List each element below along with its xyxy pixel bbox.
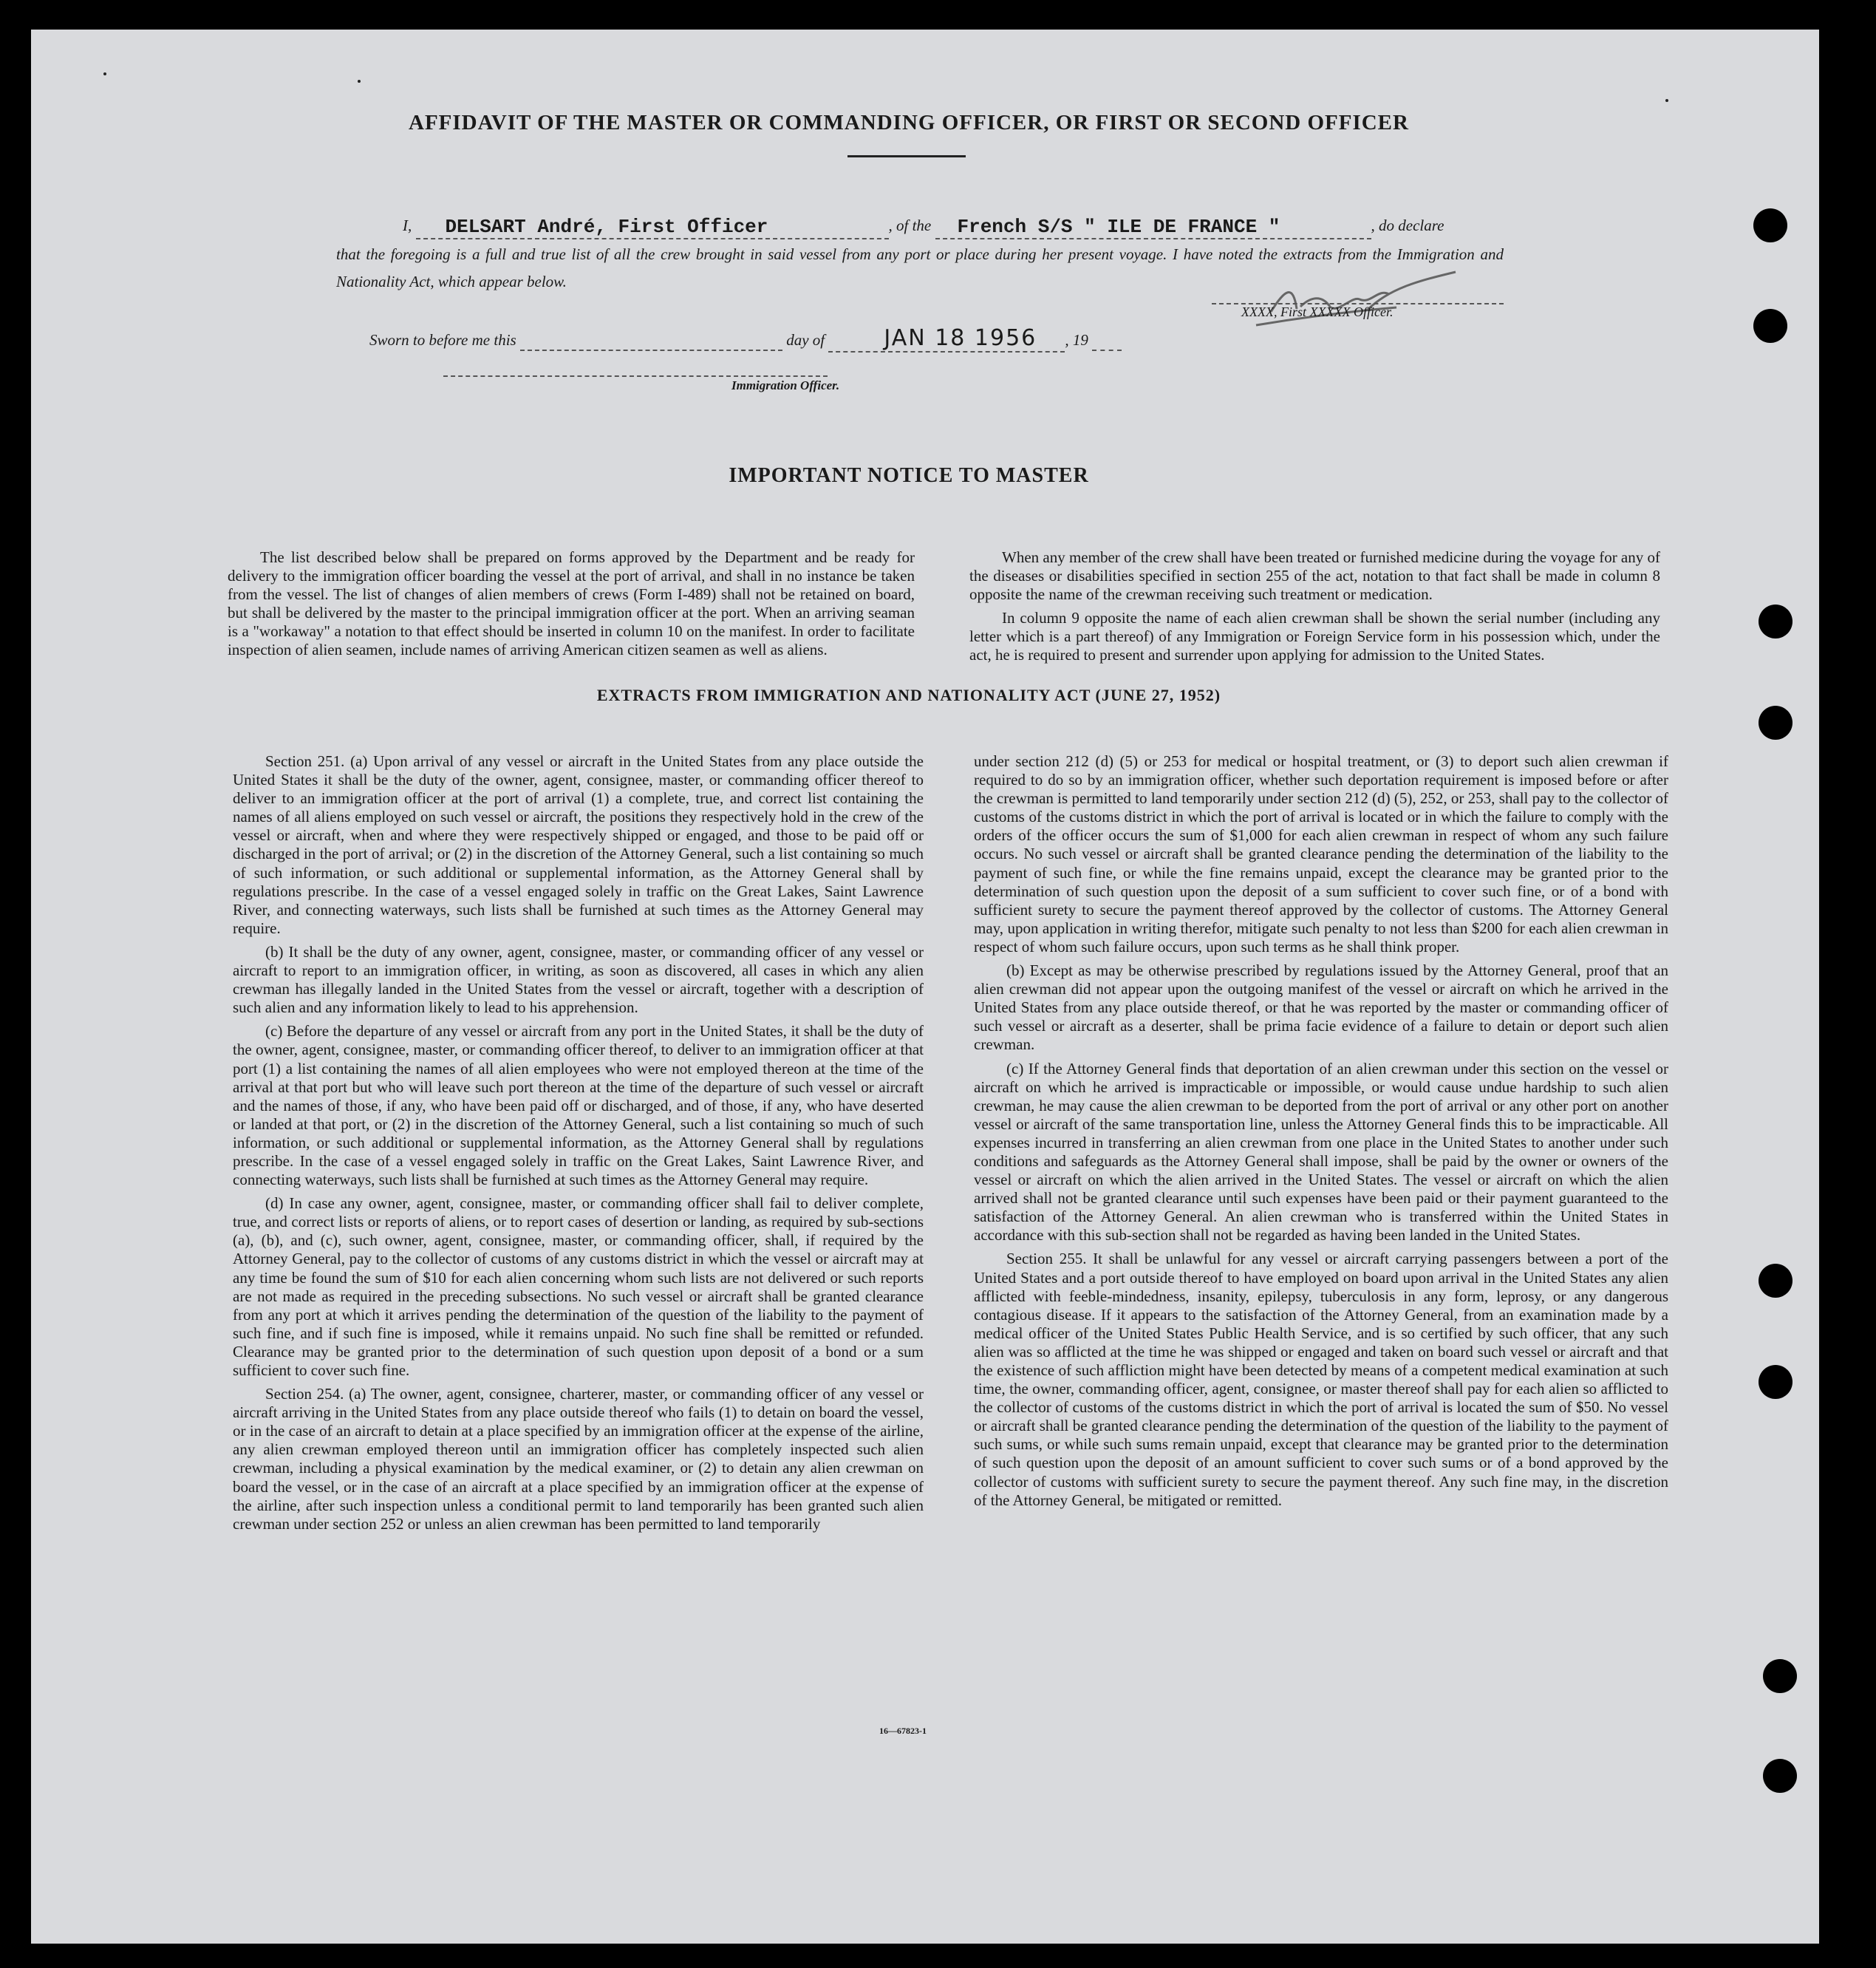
- section-paragraph: Section 254. (a) The owner, agent, consignee, charterer, master, or commanding officer of any vessel or aircraft arriving in the United States from any place outside thereof who fails (1) to detain on board the vessel, or in the case of an aircraft to detain at a place specified by an immigration officer at the expense of the airline, any alien crewman employed thereon until an immigration officer has completely inspected such alien crewman, including a physical examination by the medical examiner, or (2) to detain any alien crewman on board the vessel, or in the case of an aircraft at a place specified by an immigration officer at the expense of the airline, after such inspection unless a conditional permit to land temporarily has been granted such alien crewman under section 252 or unless an alien crewman has been permitted to land temporarily: [233, 1385, 924, 1533]
- punch-hole: [1753, 309, 1787, 343]
- notice-left-column: [228, 548, 915, 665]
- notice-left-paragraph: The list described below shall be prepared on forms approved by the Department and be ready for delivery to the immigration officer boarding the vessel at the port of arrival, and shall in no instance be taken from the vessel. The list of changes of alien members of crews (Form I-489) shall not be retained on board, but shall be delivered by the master to the principal immigration officer at the port. When an arriving seaman is a "workaway" a notation to that effect should be inserted in column 10 on the manifest. In order to facilitate inspection of alien seamen, include names of arriving American citizen seamen as well as aliens.: [228, 548, 915, 659]
- declaration-line: [403, 214, 1511, 238]
- punch-hole: [1759, 1264, 1793, 1298]
- speck: [1665, 99, 1668, 102]
- speck: [103, 72, 106, 75]
- section-paragraph: Section 255. It shall be unlawful for any vessel or aircraft carrying passengers between a port of the United States and a port outside thereof to have employed on board upon arrival in the United States any alien afflicted with feeble-mindedness, insanity, epilepsy, tuberculosis in any form, leprosy, or any dangerous contagious disease. If it appears to the satisfaction of the Attorney General, from an examination made by a medical officer of the United States Public Health Service, and is so certified by such officer, that any such alien was so afflicted at the time he was shipped or engaged and taken on board such vessel or aircraft and that the existence of such affliction might have been detected by means of a competent medical examination at such time, the owner, commanding officer, agent, consignee, or master thereof shall pay for each alien so afflicted to the collector of customs of the customs district in which the port of arrival is located the sum of $50. No vessel or aircraft shall be granted clearance pending the determination of the question of the liability to the payment of such sums, or while such sums remain unpaid, except that clearance may be granted prior to the determination of such question upon the deposit of an amount sufficient to cover such sums or of a bond approved by the collector of customs with sufficient surety to secure the payment thereof. Any such fine may, in the discretion of the Attorney General, be mitigated or remitted.: [974, 1250, 1668, 1509]
- do-declare-label: , do declare: [1371, 217, 1444, 234]
- section-paragraph: (d) In case any owner, agent, consignee, master, or commanding officer shall fail to deliver complete, true, and correct lists or reports of aliens, or to report cases of desertion or landing, as required by sub-sections (a), (b), and (c), such owner, agent, consignee, master, or commanding officer, shall, if required by the Attorney General, pay to the collector of customs of any customs district in which the vessel or aircraft may at any time be found the sum of $10 for each alien concerning whom such lists are not delivered or such reports are not made as required in the preceding subsections. No such vessel or aircraft shall be granted clearance from any port at which it arrives pending the determination of the question of the liability to the payment of such fine, and if such fine is imposed, while it remains unpaid. No such fine shall be remitted or refunded. Clearance may be granted prior to the determination of such question upon deposit of a bond or a sum sufficient to cover such fine.: [233, 1194, 924, 1379]
- immigration-officer-line: [443, 375, 828, 377]
- punch-hole: [1753, 208, 1787, 242]
- year-blank: [1092, 331, 1122, 351]
- notice-right-column: [969, 548, 1660, 670]
- punch-hole: [1759, 1365, 1793, 1399]
- title-rule: [847, 155, 966, 157]
- extracts-right-column: [974, 752, 1668, 1515]
- section-paragraph: Section 251. (a) Upon arrival of any vessel or aircraft in the United States from any place outside the United States it shall be the duty of the owner, agent, consignee, master, or commanding officer thereof to deliver to an immigration officer at the port of arrival (1) a complete, true, and correct list containing the names of all aliens employed on such vessel or aircraft, the positions they respectively hold in the crew of the vessel or aircraft, when and where they were respectively shipped or engaged, and those to be paid off or discharged in the port of arrival; or (2) in the discretion of the Attorney General, such a list containing so much of such information, or such additional or supplemental information, as the Attorney General shall by regulations prescribe. In the case of a vessel engaged solely in traffic on the Great Lakes, Saint Lawrence River, and connecting waterways, such lists shall be furnished at such times as the Attorney General may require.: [233, 752, 924, 937]
- declaration-pronoun: I,: [403, 217, 412, 234]
- immigration-officer-caption: Immigration Officer.: [731, 378, 840, 392]
- section-paragraph: (c) If the Attorney General finds that deportation of an alien crewman under this section on the vessel or aircraft on which he arrived is impracticable or impossible, or would cause undue hardship to such alien crewman, he may cause the alien crewman to be deported from the port of arrival or any other port on another vessel or aircraft of the same transportation line, unless the Attorney General finds this to be impracticable. All expenses incurred in transferring an alien crewman from one place in the United States to another under such conditions and safeguards as the Attorney General shall impose, shall be paid by the owner or owners of the vessel or aircraft on which the alien arrived in the United States. The vessel or aircraft on which the alien arrived shall not be granted clearance until such expenses have been paid or their payment guaranteed to the satisfaction of the Attorney General. An alien crewman who is transferred within the United States in accordance with this sub-section shall not be regarded as having been landed in the United States.: [974, 1059, 1668, 1245]
- declaration-statement: that the foregoing is a full and true list of all the crew brought in said vessel from any port or place during her present voyage. I have noted the extracts from the Immigration and Nationality Act, which appear below.: [336, 245, 1504, 290]
- notice-title: IMPORTANT NOTICE TO MASTER: [729, 464, 1089, 487]
- section-paragraph: under section 212 (d) (5) or 253 for medical or hospital treatment, or (3) to deport such alien crewman if required to do so by an immigration officer, whether such deportation requirement is imposed before or after the crewman is permitted to land temporarily under section 212 (d) (5), 252, or 253, shall pay to the collector of customs of the customs district in which the port of arrival is located or in which the failure to comply with the orders of the officer occurs the sum of $1,000 for each alien crewman in respect of whom any such failure occurs. No such vessel or aircraft shall be granted clearance pending the determination of the liability to the payment of such fine, or while the fine remains unpaid, except the clearance may be granted prior to the determination of such question upon the deposit of a sum sufficient to cover such fine, or of a bond with sufficient surety to secure the payment thereof approved by the collector of customs. The Attorney General may, upon application in writing therefor, mitigate such penalty to not less than $200 for each alien crewman in respect of whom such failure occurs, upon such terms as he shall think proper.: [974, 752, 1668, 956]
- signature-caption: XXXX, First XXXXX Officer.: [1241, 304, 1394, 319]
- of-the-label: , of the: [888, 217, 932, 234]
- vessel-field: [935, 216, 1371, 239]
- punch-hole: [1759, 605, 1793, 639]
- handwritten-signature: [1241, 266, 1463, 333]
- name-field: [416, 216, 889, 239]
- speck: [358, 80, 361, 83]
- extracts-title: EXTRACTS FROM IMMIGRATION AND NATIONALITY ACT (JUNE 27, 1952): [596, 686, 1221, 704]
- punch-hole: [1763, 1659, 1797, 1693]
- punch-hole: [1759, 706, 1793, 740]
- day-of-label: day of: [786, 331, 825, 349]
- sworn-blank: [520, 331, 782, 351]
- date-field: [828, 325, 1065, 353]
- affidavit-title: AFFIDAVIT OF THE MASTER OR COMMANDING OFFICER, OR FIRST OR SECOND OFFICER: [409, 111, 1409, 135]
- notice-right-paragraph: In column 9 opposite the name of each alien crewman shall be shown the serial number (including any letter which is a part thereof) of any Immigration or Foreign Service form in his possession which, under the act, he is required to present and surrender upon applying for admission to the United States.: [969, 609, 1660, 664]
- vessel-name: French S/S " ILE DE FRANCE ": [957, 216, 1280, 238]
- sworn-line: [369, 325, 1122, 353]
- extracts-left-column: [233, 752, 924, 1539]
- notice-right-paragraph: When any member of the crew shall have been treated or furnished medicine during the voyage for any of the diseases or disabilities specified in section 255 of the act, notation to that fact shall be made in column 8 opposite the name of the crewman receiving such treatment or medication.: [969, 548, 1660, 604]
- year-label: , 19: [1065, 331, 1088, 349]
- punch-hole: [1763, 1759, 1797, 1793]
- section-paragraph: (c) Before the departure of any vessel or aircraft from any port in the United States, it shall be the duty of the owner, agent, consignee, master, or commanding officer thereof, to deliver to an immigration officer at that port (1) a list containing the names of all alien employees who were not employed thereon at the time of the arrival at that port but who will leave such port thereon at the time of the departure of such vessel or aircraft and the names of those, if any, who have been paid off or discharged, and of those, if any, who have deserted or landed at that port, or (2) in the discretion of the Attorney General, such a list containing so much of such information, or such additional or supplemental information, as the Attorney General shall by regulations prescribe. In the case of a vessel engaged solely in traffic on the Great Lakes, Saint Lawrence River, and connecting waterways, such lists shall be furnished at such times as the Attorney General may require.: [233, 1022, 924, 1189]
- section-paragraph: (b) Except as may be otherwise prescribed by regulations issued by the Attorney General, proof that an alien crewman did not appear upon the outgoing manifest of the vessel or aircraft on which he arrived in the United States from any place outside thereof, or that he was reported by the master or commanding officer of such vessel or aircraft as a deserter, shall be prima facie evidence of a failure to detain or deport such alien crewman.: [974, 961, 1668, 1054]
- date-stamp: JAN 18 1956: [884, 325, 1037, 351]
- form-code: 16—67823-1: [879, 1726, 927, 1736]
- officer-name: DELSART André, First Officer: [445, 216, 768, 238]
- sworn-label: Sworn to before me this: [369, 331, 516, 349]
- section-paragraph: (b) It shall be the duty of any owner, agent, consignee, master, or commanding officer of any vessel or aircraft to report to an immigration officer, in writing, as soon as discovered, all cases in which any alien crewman has illegally landed in the United States from the vessel or aircraft, together with a description of such alien and any information likely to lead to his apprehension.: [233, 942, 924, 1017]
